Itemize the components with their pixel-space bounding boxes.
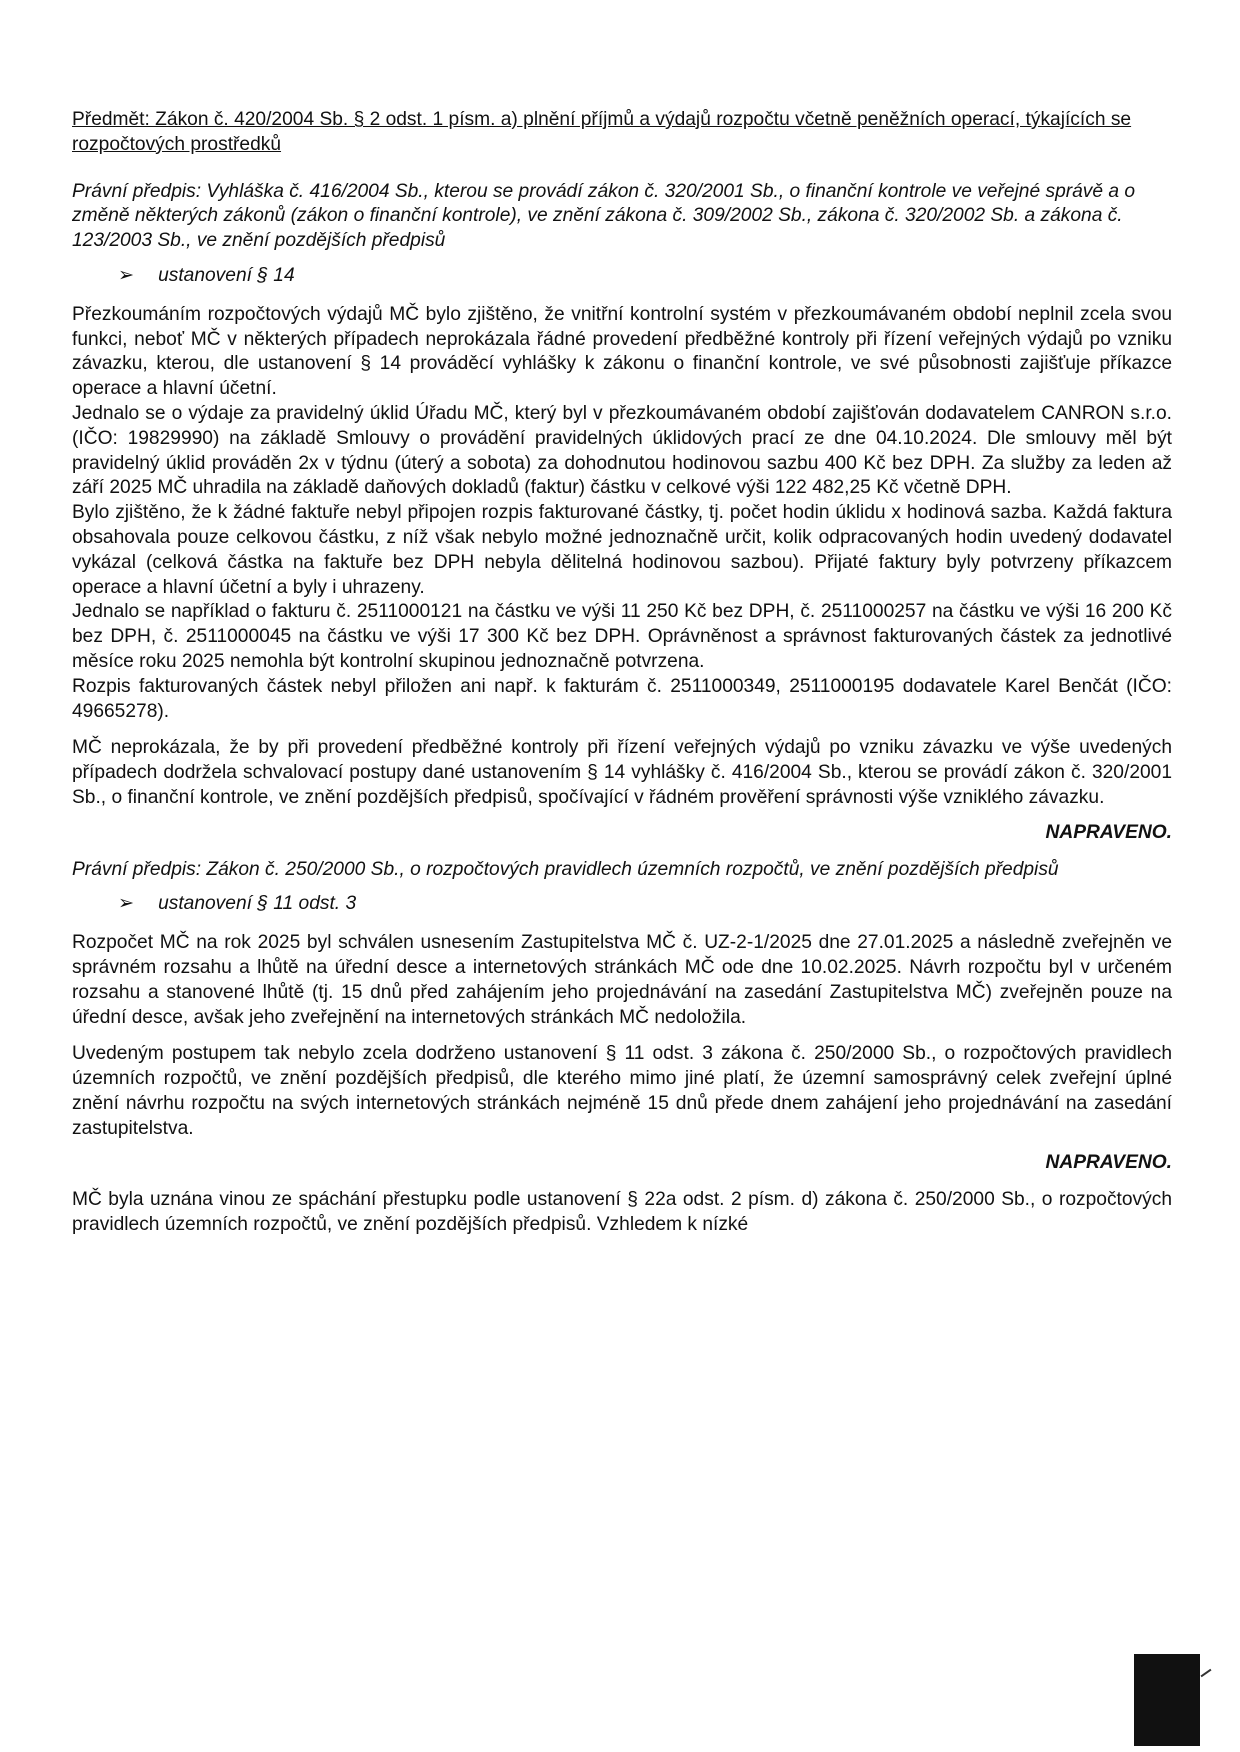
provision-label: ustanovení § 14 (158, 264, 295, 286)
remedied-label: NAPRAVENO. (1045, 1152, 1172, 1174)
provision-label: ustanovení § 11 odst. 3 (158, 893, 357, 915)
redaction-block (1134, 1654, 1200, 1746)
legal-regulation-1: Právní předpis: Vyhláška č. 416/2004 Sb., kterou se provádí zákon č. 320/2001 Sb., o finanční kontrole ve veřejné správě a o změně některých zákonů (zákon o finanční kontrole), ve znění zákona č. 309/2002 Sb., zákona č. 320/2002 Sb. a zákona č. 123/2003 Sb., ve znění pozdějších předpisů (72, 180, 1136, 252)
provision-heading-1 (118, 264, 1172, 289)
paragraph: MČ neprokázala, že by při provedení předběžné kontroly při řízení veřejných výdajů po vzniku závazku ve výše uvedených případech dodržela schvalovací postupy dané ustanovením § 14 vyhlášky č. 416/2004 Sb., kterou se provádí zákon č. 320/2001 Sb., o finanční kontrole, ve znění pozdějších předpisů, spočívající v řádném prověření správnosti výše vzniklého závazku. (72, 737, 1172, 808)
arrow-bullet-icon: ➢ (118, 264, 135, 286)
provision-heading-2 (118, 892, 1172, 917)
paragraph: Jednalo se například o fakturu č. 2511000121 na částku ve výši 11 250 Kč bez DPH, č. 2511000257 na částku ve výši 16 200 Kč bez DPH, č. 2511000045 na částku ve výši 17 300 Kč bez DPH. Oprávněnost a správnost fakturovaných částek za jednotlivé měsíce roku 2025 nemohla být kontrolní skupinou jednoznačně potvrzena. (72, 601, 1172, 672)
paragraph: Uvedeným postupem tak nebylo zcela dodrženo ustanovení § 11 odst. 3 zákona č. 250/2000 Sb., o rozpočtových pravidlech územních rozpočtů, ve znění pozdějších předpisů, dle kterého mimo jiné platí, že územní samosprávný celek zveřejní úplné znění návrhu rozpočtu na svých internetových stránkách nejméně 15 dnů přede dnem zahájení jeho projednávání na zasedání zastupitelstva. (72, 1043, 1172, 1139)
initial-mark (1201, 1669, 1212, 1678)
paragraph: Přezkoumáním rozpočtových výdajů MČ bylo zjištěno, že vnitřní kontrolní systém v přezkoumávaném období neplnil zcela svou funkci, neboť MČ v některých případech neprokázala řádné provedení předběžné kontroly při řízení veřejných výdajů po vzniku závazku, kterou, dle ustanovení § 14 prováděcí vyhlášky k zákonu o finanční kontrole, ve své působnosti zajišťuje příkazce operace a hlavní účetní. (72, 303, 1172, 400)
legal-regulation-2: Právní předpis: Zákon č. 250/2000 Sb., o rozpočtových pravidlech územních rozpočtů, ve znění pozdějších předpisů (72, 858, 1059, 880)
paragraph: MČ byla uznána vinou ze spáchání přestupku podle ustanovení § 22a odst. 2 písm. d) zákona č. 250/2000 Sb., o rozpočtových pravidlech územních rozpočtů, ve znění pozdějších předpisů. Vzhledem k nízké (72, 1189, 1172, 1236)
arrow-bullet-icon: ➢ (118, 893, 135, 915)
subject-heading: Předmět: Zákon č. 420/2004 Sb. § 2 odst. 1 písm. a) plnění příjmů a výdajů rozpočtu včetně peněžních operací, týkajících se rozpočtových prostředků (72, 109, 1132, 155)
remedied-label: NAPRAVENO. (1045, 821, 1172, 843)
paragraph: Rozpočet MČ na rok 2025 byl schválen usnesením Zastupitelstva MČ č. UZ-2-1/2025 dne 27.01.2025 a následně zveřejněn ve správném rozsahu a lhůtě na úřední desce a internetových stránkách MČ ode dne 10.02.2025. Návrh rozpočtu byl v určeném rozsahu a stanovené lhůtě (tj. 15 dnů před zahájením jeho projednávání na zasedání Zastupitelstva MČ) zveřejněn pouze na úřední desce, avšak jeho zveřejnění na internetových stránkách MČ nedoložila. (72, 932, 1172, 1028)
paragraph: Jednalo se o výdaje za pravidelný úklid Úřadu MČ, který byl v přezkoumávaném období zajišťován dodavatelem CANRON s.r.o. (IČO: 19829990) na základě Smlouvy o provádění pravidelných úklidových prací ze dne 04.10.2024. Dle smlouvy měl být pravidelný úklid prováděn 2x v týdnu (úterý a sobota) za dohodnutou hodinovou sazbu 400 Kč bez DPH. Za služby za leden až září 2025 MČ uhradila na základě daňových dokladů (faktur) částku v celkové výši 122 482,25 Kč včetně DPH. (72, 402, 1172, 499)
paragraph: Rozpis fakturovaných částek nebyl přiložen ani např. k fakturám č. 2511000349, 2511000195 dodavatele Karel Benčát (IČO: 49665278). (72, 675, 1172, 722)
paragraph: Bylo zjištěno, že k žádné faktuře nebyl připojen rozpis fakturované částky, tj. počet hodin úklidu x hodinová sazba. Každá faktura obsahovala pouze celkovou částku, z níž však nebylo možné jednoznačně určit, kolik odpracovaných hodin uvedený dodavatel vykázal (celková částka na faktuře bez DPH nebyla dělitelná hodinovou sazbou). Přijaté faktury byly potvrzeny příkazcem operace a hlavní účetní a byly i uhrazeny. (72, 502, 1172, 598)
document-page (72, 108, 1172, 1238)
